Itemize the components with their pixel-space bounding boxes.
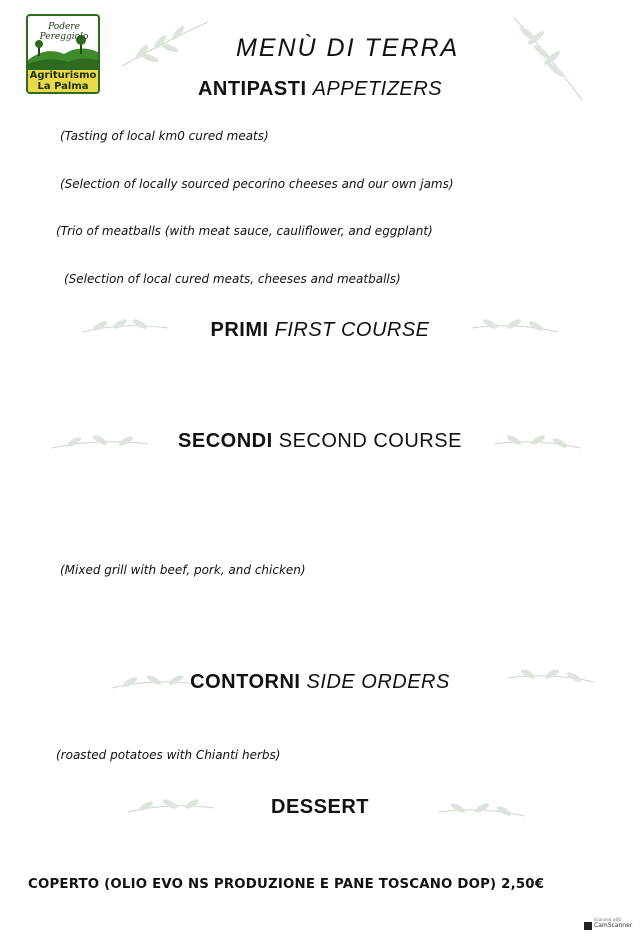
section-en: SIDE ORDERS [306, 671, 450, 693]
section-heading-antipasti [0, 78, 640, 101]
section-en: SECOND COURSE [278, 430, 462, 452]
section-heading-secondi [0, 430, 640, 453]
logo-name-line1: Agriturismo [29, 70, 97, 81]
item-translation: (roasted potatoes with Chianti herbs) [56, 748, 281, 762]
camscanner-badge [584, 917, 633, 933]
scanner-label: CamScanner [594, 922, 633, 929]
menu-title: MENÙ DI TERRA [236, 34, 460, 62]
section-heading-contorni [0, 671, 640, 694]
item-translation: (Selection of locally sourced pecorino cheeses and our own jams) [60, 177, 454, 191]
section-heading-primi [0, 319, 640, 342]
scanner-small-text: Scanned with [594, 917, 622, 922]
camscanner-icon [584, 922, 592, 930]
section-it: PRIMI [210, 319, 269, 341]
item-translation: (Trio of meatballs (with meat sauce, cauliflower, and eggplant) [56, 224, 433, 238]
logo-name-line2: La Palma [28, 81, 98, 92]
logo-signature: Podere Pereggiolo [39, 22, 89, 42]
section-en: FIRST COURSE [274, 319, 430, 341]
section-en: APPETIZERS [312, 78, 443, 100]
leaf-decoration-icon [120, 16, 210, 72]
section-it: CONTORNI [190, 671, 301, 693]
item-translation: (Selection of local cured meats, cheeses and meatballs) [64, 272, 401, 286]
section-it: DESSERT [271, 796, 369, 818]
item-translation: (Mixed grill with beef, pork, and chicken) [60, 563, 306, 577]
section-it: SECONDI [178, 430, 273, 452]
section-it: ANTIPASTI [197, 78, 307, 100]
cover-charge-note: COPERTO (OLIO EVO NS PRODUZIONE E PANE TOSCANO DOP) 2,50€ [28, 877, 545, 892]
section-heading-dessert [0, 796, 640, 819]
item-translation: (Tasting of local km0 cured meats) [60, 129, 269, 143]
